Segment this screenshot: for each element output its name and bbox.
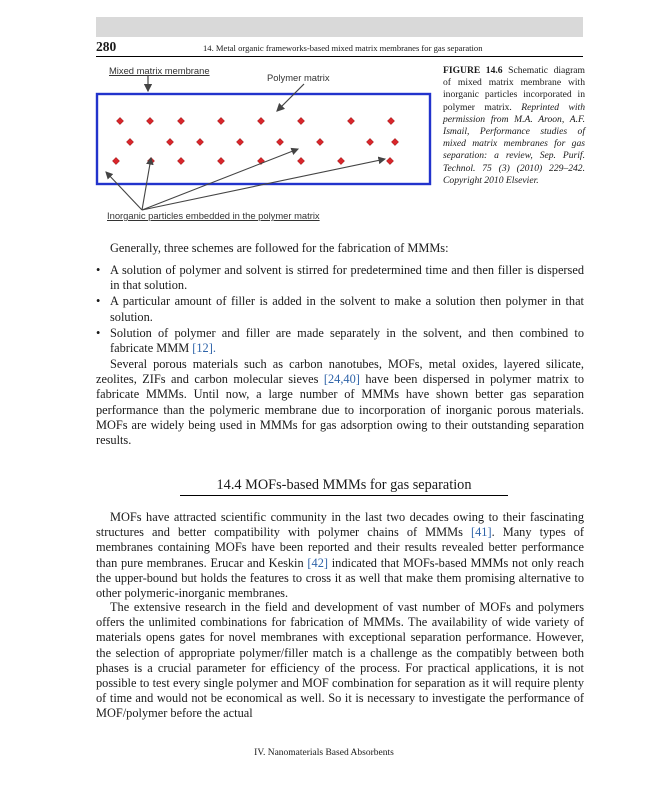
label-polymer-matrix: Polymer matrix (267, 72, 330, 83)
particle-arrow-1 (106, 172, 142, 210)
inorganic-particle (366, 138, 373, 145)
page-number: 280 (96, 39, 117, 54)
bullet-text: A solution of polymer and solvent is stirred for predetermined time and then filler is dispersed in that solution. (110, 263, 584, 293)
inorganic-particle (391, 138, 398, 145)
paragraph-text: MOFs have attracted scientific community in the last two decades owing to their fascinating structures and better compatibility with polymer chains of MMMs (96, 510, 584, 540)
list-item (96, 294, 584, 324)
caption-credit: Reprinted with permission from M.A. Aroon, A.F. Ismail, Performance studies of mixed matrix membranes for gas separation: a review, Sep. Purif. Technol. 75 (3) (2010) 229–242. Copyright 2010 Elsevier. (443, 101, 585, 186)
caption-text: Schematic diagram of mixed matrix membrane with inorganic particles incorporated in polymer matrix. (443, 65, 585, 113)
paragraph-text: . Many types of membranes containing MOFs have been reported and their results revealed better performance than pure membranes. Erucar and Keskin (96, 525, 584, 570)
list-item (96, 263, 584, 293)
page-footer: IV. Nanomaterials Based Absorbents (254, 748, 394, 758)
paragraph-text: indicated that MOFs-based MMMs not only reach the upper-bound but holds the features to cross it as well that make them promising alternative to other polymeric-inorganic membranes. (96, 555, 584, 601)
figure-mixed-matrix-membrane (94, 64, 434, 224)
inorganic-particle (177, 157, 184, 164)
inorganic-particle (316, 138, 323, 145)
fabrication-scheme-list (96, 263, 584, 357)
intro-sentence: Generally, three schemes are followed for the fabrication of MMMs: (110, 241, 449, 255)
page-header (96, 40, 583, 57)
bullet-text: A particular amount of filler is added in the solvent to make a solution then polymer in that solution. (110, 294, 584, 324)
section-title: 14.4 MOFs-based MMMs for gas separation (180, 478, 508, 496)
inorganic-particle (177, 117, 184, 124)
inorganic-particle (297, 157, 304, 164)
citation-link[interactable]: [24,40] (323, 372, 360, 387)
polymer-arrow (277, 84, 304, 111)
membrane-diagram (94, 64, 434, 224)
inorganic-particle (112, 157, 119, 164)
list-item (96, 326, 584, 356)
paragraph-text: Several porous materials such as carbon nanotubes, MOFs, metal oxides, layered silicate, zeolites, ZIFs and carbon molecular sieves (96, 357, 584, 387)
inorganic-particle (386, 157, 393, 164)
inorganic-particle (276, 138, 283, 145)
inorganic-particle (236, 138, 243, 145)
inorganic-particle (217, 157, 224, 164)
inorganic-particle (126, 138, 133, 145)
inorganic-particle (257, 117, 264, 124)
inorganic-particle (387, 117, 394, 124)
inorganic-particle (337, 157, 344, 164)
inorganic-particle (166, 138, 173, 145)
membrane-frame (97, 94, 430, 184)
inorganic-particle (217, 117, 224, 124)
label-mixed-matrix-membrane: Mixed matrix membrane (109, 65, 210, 76)
paragraph-mofs-attracted (96, 510, 584, 601)
particle-group (112, 117, 398, 164)
header-bar (96, 17, 583, 37)
paragraph-text: have been dispersed in polymer matrix to fabricate MMMs. Until now, a large number of MMMs have shown better gas separation performance than the polymeric membrane due to incorporation of inorganic porous materials. MOFs are widely being used in MMMs for gas adsorption owing to their outstanding separation results. (96, 372, 585, 448)
caption-label: FIGURE 14.6 (443, 65, 503, 76)
inorganic-particle (116, 117, 123, 124)
citation-link[interactable]: [41] (470, 525, 492, 540)
inorganic-particle (347, 117, 354, 124)
inorganic-particle (196, 138, 203, 145)
citation-link[interactable]: [42] (307, 555, 328, 570)
inorganic-particle (297, 117, 304, 124)
inorganic-particle (146, 117, 153, 124)
citation-link[interactable]: [12]. (192, 341, 216, 356)
bullet-text: Solution of polymer and filler are made separately in the solvent, and then combined to fabricate MMM (110, 325, 584, 356)
figure-caption (443, 65, 585, 187)
paragraph-porous-materials (96, 357, 584, 448)
paragraph-extensive-research: The extensive research in the field and development of vast number of MOFs and polymers offers the unlimited combinations for fabrication of MMMs. The availability of wide variety of materials opens gates for novel membranes with exceptional separation performance. However, the selection of appropriate polymer/filler match is a challenge as the compatibly between both phases is a crucial parameter for efficiency of the process. For practical applications, it is not possible to test every single polymer and MOF combination for separation as it will require plenty of time and would not be economical as well. So it is necessary to investigate the performance of MOF/polymer before the actual (96, 600, 584, 721)
running-title: 14. Metal organic frameworks-based mixed matrix membranes for gas separation (203, 43, 483, 53)
label-inorganic-particles: Inorganic particles embedded in the polymer matrix (107, 210, 320, 221)
